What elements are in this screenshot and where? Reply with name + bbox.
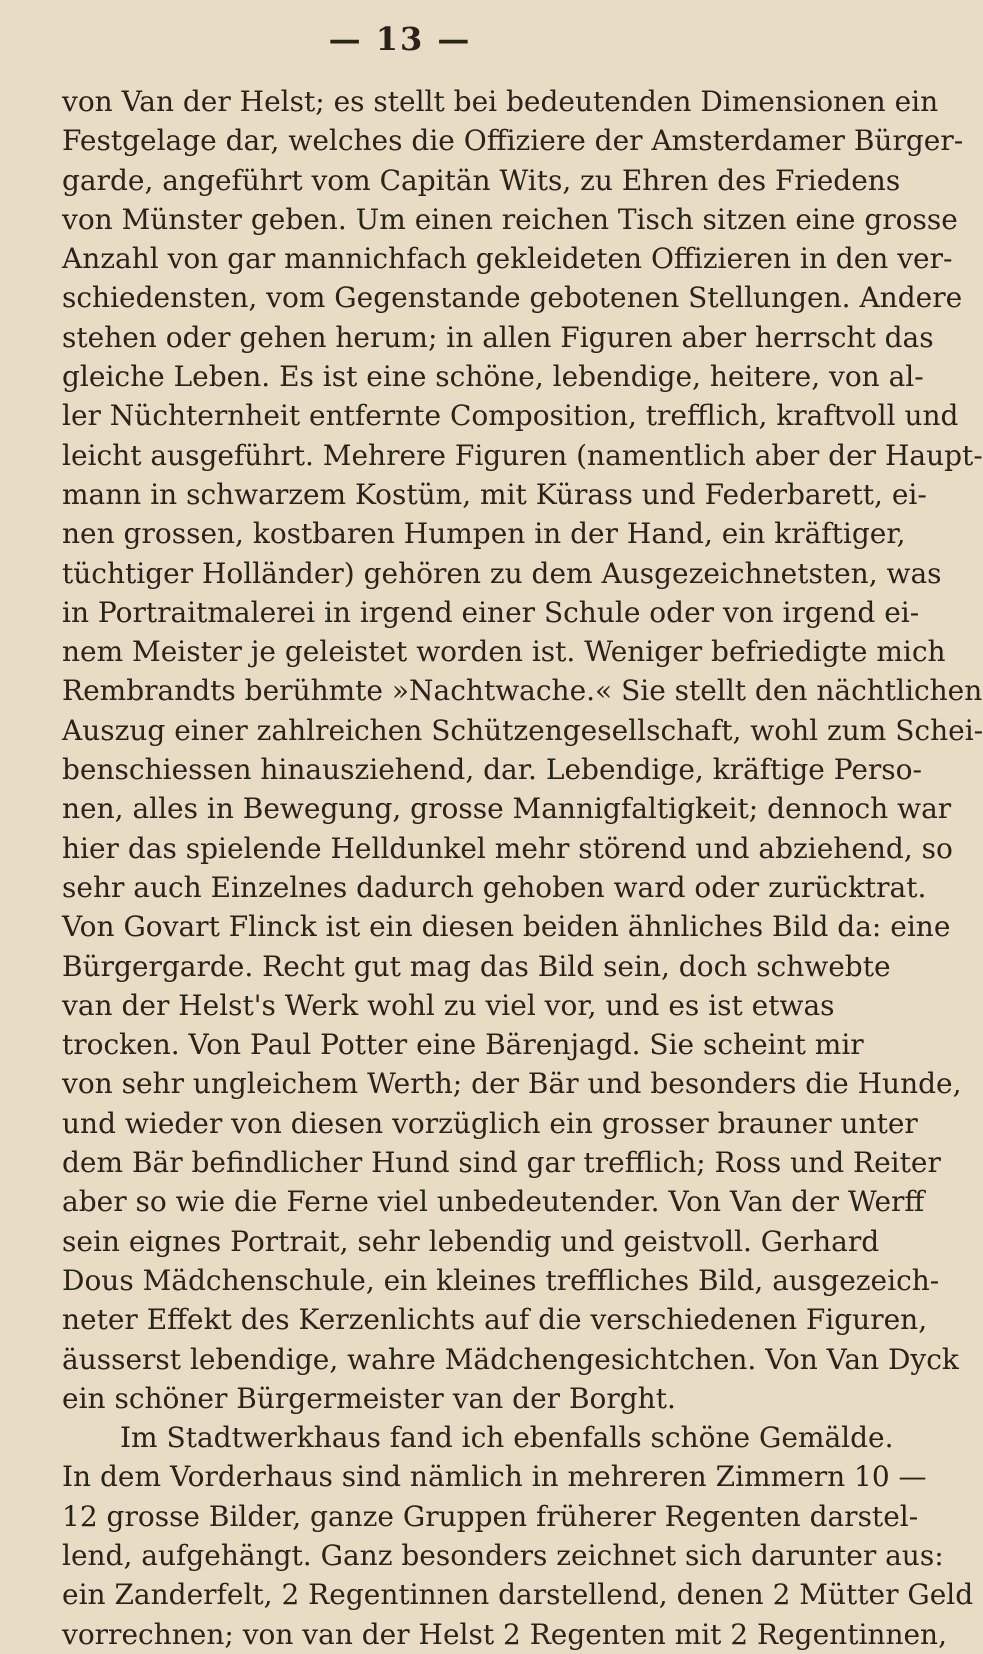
text-line: gleiche Leben. Es ist eine schöne, lebendige, heitere, von al- xyxy=(62,360,924,394)
text-line: leicht ausgeführt. Mehrere Figuren (namentlich aber der Haupt- xyxy=(62,438,983,472)
text-line: ein Zanderfelt, 2 Regentinnen darstellend, denen 2 Mütter Geld xyxy=(62,1578,974,1612)
text-line: Auszug einer zahlreichen Schützengesellschaft, wohl zum Schei- xyxy=(62,713,983,747)
text-line: hier das spielende Helldunkel mehr störend und abziehend, so xyxy=(62,831,953,865)
text-line: Bürgergarde. Recht gut mag das Bild sein, doch schwebte xyxy=(62,949,891,983)
text-line: nen, alles in Bewegung, grosse Mannigfaltigkeit; dennoch war xyxy=(62,792,952,826)
text-line: aber so wie die Ferne viel unbedeutender. Von Van der Werff xyxy=(62,1185,925,1219)
text-line: In dem Vorderhaus sind nämlich in mehreren Zimmern 10 — xyxy=(62,1460,927,1494)
page-number: — 13 — xyxy=(328,20,472,58)
text-line: sehr auch Einzelnes dadurch gehoben ward oder zurücktrat. xyxy=(62,870,927,904)
text-line: von Van der Helst; es stellt bei bedeutenden Dimensionen ein xyxy=(62,85,939,118)
text-line: Von Govart Flinck ist ein diesen beiden ähnliches Bild da: eine xyxy=(62,910,951,944)
text-line: van der Helst's Werk wohl zu viel vor, und es ist etwas xyxy=(62,988,835,1022)
text-line: nem Meister je geleistet worden ist. Weniger befriedigte mich xyxy=(62,635,946,669)
text-line: äusserst lebendige, wahre Mädchengesichtchen. Von Van Dyck xyxy=(62,1342,959,1376)
text-line: mann in schwarzem Kostüm, mit Kürass und Federbarett, ei- xyxy=(62,477,927,511)
text-line: von sehr ungleichem Werth; der Bär und besonders die Hunde, xyxy=(62,1067,962,1101)
text-line: und wieder von diesen vorzüglich ein grosser brauner unter xyxy=(62,1106,918,1140)
text-line: Festgelage dar, welches die Offiziere der Amsterdamer Bürger- xyxy=(62,124,964,158)
text-line: neter Effekt des Kerzenlichts auf die verschiedenen Figuren, xyxy=(62,1303,928,1337)
text-line: vorrechnen; von van der Helst 2 Regenten mit 2 Regentinnen, xyxy=(62,1617,947,1651)
text-line: Anzahl von gar mannichfach gekleideten Offizieren in den ver- xyxy=(62,242,953,276)
text-line: ein schöner Bürgermeister van der Borght. xyxy=(62,1381,676,1415)
text-line: trocken. Von Paul Potter eine Bärenjagd. Sie scheint mir xyxy=(62,1028,864,1062)
text-line: Im Stadtwerkhaus fand ich ebenfalls schöne Gemälde. xyxy=(120,1421,894,1455)
text-line: stehen oder gehen herum; in allen Figuren aber herrscht das xyxy=(62,320,934,354)
text-line: tüchtiger Holländer) gehören zu dem Ausgezeichnetsten, was xyxy=(62,556,942,590)
text-line: schiedensten, vom Gegenstande gebotenen Stellungen. Andere xyxy=(62,281,963,315)
text-line: von Münster geben. Um einen reichen Tisch sitzen eine grosse xyxy=(62,202,958,236)
text-line: benschiessen hinausziehend, dar. Lebendige, kräftige Perso- xyxy=(62,753,922,787)
text-line: in Portraitmalerei in irgend einer Schule oder von irgend ei- xyxy=(62,595,920,629)
text-line: garde, angeführt vom Capitän Wits, zu Ehren des Friedens xyxy=(62,163,901,197)
text-line: ler Nüchternheit entfernte Composition, trefflich, kraftvoll und xyxy=(62,399,959,433)
text-line: sein eignes Portrait, sehr lebendig und geistvoll. Gerhard xyxy=(62,1224,880,1258)
text-line: 12 grosse Bilder, ganze Gruppen früherer Regenten darstel- xyxy=(62,1499,919,1533)
text-line: Dous Mädchenschule, ein kleines treffliches Bild, ausgezeich- xyxy=(62,1263,940,1297)
text-line: nen grossen, kostbaren Humpen in der Hand, ein kräftiger, xyxy=(62,517,906,551)
text-line: Rembrandts berühmte »Nachtwache.« Sie stellt den nächtlichen xyxy=(62,674,983,708)
text-line: lend, aufgehängt. Ganz besonders zeichnet sich darunter aus: xyxy=(62,1538,944,1572)
text-line: dem Bär befindlicher Hund sind gar trefflich; Ross und Reiter xyxy=(62,1146,941,1180)
body-text xyxy=(62,82,983,1654)
